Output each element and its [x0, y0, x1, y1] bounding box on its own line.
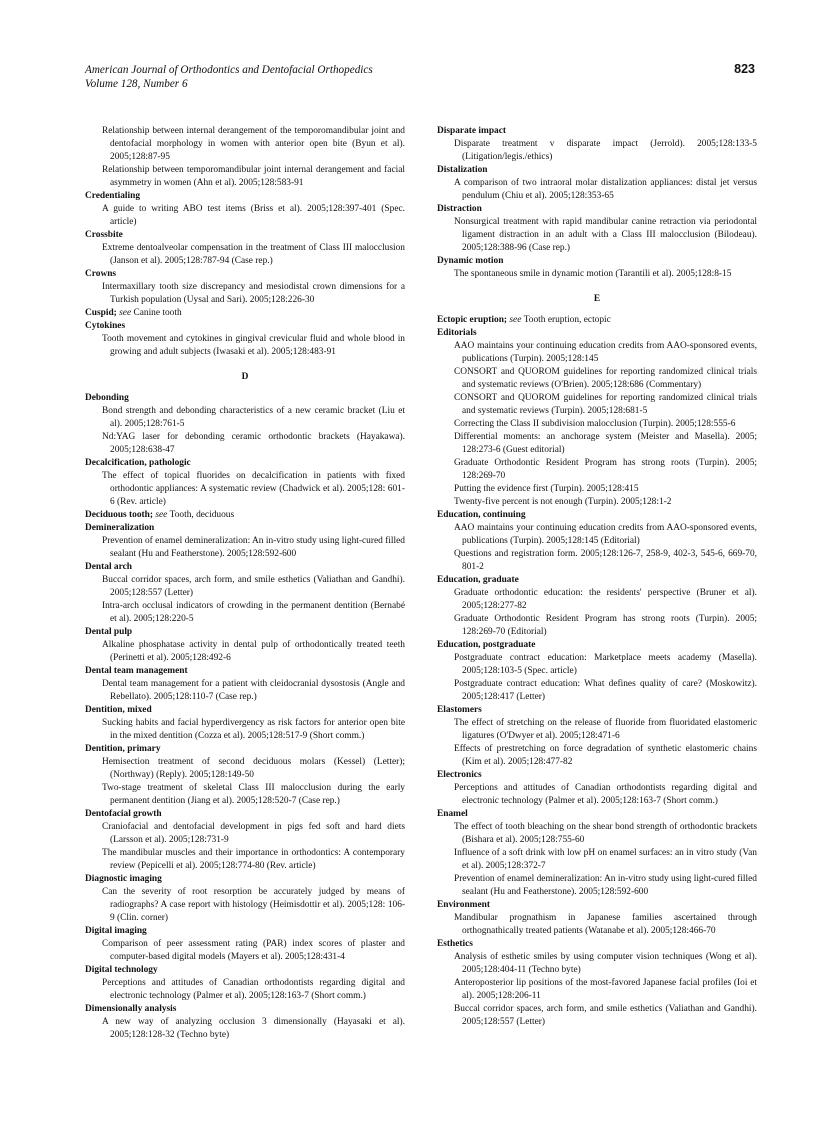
index-entry: Intra-arch occlusal indicators of crowding in the permanent dentition (Bernabé et al). 2005;128:220-5 — [102, 601, 405, 624]
heading-term: Editorials — [437, 328, 477, 338]
index-entry: A guide to writing ABO test items (Briss et al). 2005;128:397-401 (Spec. article) — [102, 204, 405, 227]
index-entry: Perceptions and attitudes of Canadian orthodontists regarding digital and electronic technology (Palmer et al). 2005;128:163-7 (Short comm.) — [102, 978, 405, 1001]
index-entry: Two-stage treatment of skeletal Class III malocclusion during the early permanent dentition (Jiang et al). 2005;128:520-7 (Case rep.) — [102, 783, 405, 806]
see-target: Tooth, deciduous — [169, 510, 235, 520]
index-entry: The mandibular muscles and their importance in orthodontics: A contemporary review (Pepicelli et al). 2005;128:774-80 (Rev. article) — [102, 848, 405, 871]
index-entry: Analysis of esthetic smiles by using computer vision techniques (Wong et al). 2005;128:404-11 (Techno byte) — [454, 952, 757, 975]
index-heading — [85, 392, 405, 405]
heading-term: Dynamic motion — [437, 256, 504, 266]
index-entry: Craniofacial and dentofacial development in pigs fed soft and hard diets (Larsson et al). 2005;128:731-9 — [102, 822, 405, 845]
index-heading — [437, 769, 757, 782]
heading-term: Distraction — [437, 204, 482, 214]
index-entry: Mandibular prognathism in Japanese families ascertained through orthognathically treated patients (Watanabe et al). 2005;128:466-70 — [454, 913, 757, 936]
index-entry: The effect of stretching on the release of fluoride from fluoridated elastomeric ligatures (O'Dwyer et al). 2005;128:471-6 — [454, 718, 757, 741]
heading-term: Deciduous tooth; — [85, 510, 153, 520]
index-entry: Nd:YAG laser for debonding ceramic orthodontic brackets (Hayakawa). 2005;128:638-47 — [102, 432, 405, 455]
index-entry: Comparison of peer assessment rating (PAR) index scores of plaster and computer-based digital models (Mayers et al). 2005;128:431-4 — [102, 939, 405, 962]
heading-term: Elastomers — [437, 705, 482, 715]
index-entry: Influence of a soft drink with low pH on enamel surfaces: an in vitro study (Van et al). 2005;128:372-7 — [454, 848, 757, 871]
index-heading — [437, 574, 757, 587]
heading-term: Demineralization — [85, 523, 155, 533]
index-entry: Sucking habits and facial hyperdivergency as risk factors for anterior open bite in the mixed dentition (Cozza et al). 2005;128:517-9 (Short comm.) — [102, 718, 405, 741]
index-entry: Buccal corridor spaces, arch form, and smile esthetics (Valiathan and Gandhi). 2005;128:557 (Letter) — [102, 575, 405, 598]
section-letter: E — [593, 294, 601, 304]
index-entry: Can the severity of root resorption be accurately judged by means of radiographs? A case report with histology (Heimisdottir et al). 2005;128: 106-9 (Clin. corner) — [102, 887, 405, 923]
index-entry: Putting the evidence first (Turpin). 2005;128:415 — [454, 484, 639, 494]
heading-term: Cytokines — [85, 321, 126, 331]
index-heading — [85, 268, 405, 281]
heading-term: Debonding — [85, 393, 129, 403]
index-entry: CONSORT and QUOROM guidelines for reporting randomized clinical trials and systematic reviews (Turpin). 2005;128:681-5 — [454, 393, 757, 416]
heading-term: Dental pulp — [85, 627, 133, 637]
index-entry: Relationship between temporomandibular joint internal derangement and facial asymmetry in women (Ahn et al). 2005;128:583-91 — [102, 165, 405, 188]
heading-term: Environment — [437, 900, 490, 910]
heading-term: Crossbite — [85, 230, 123, 240]
index-heading — [85, 457, 405, 470]
index-heading — [85, 808, 405, 821]
see-label: see — [155, 510, 168, 520]
heading-term: Disparate impact — [437, 126, 506, 136]
index-heading — [85, 190, 405, 203]
index-entry: Intermaxillary tooth size discrepancy and mesiodistal crown dimensions for a Turkish population (Uysal and Sari). 2005;128:226-30 — [102, 282, 405, 305]
index-heading — [85, 626, 405, 639]
index-entry: Nonsurgical treatment with rapid mandibular canine retraction via periodontal ligament distraction in an adult with a Class III malocclusion (Bilodeau). 2005;128:388-96 (Case rep.) — [454, 217, 757, 253]
page-number: 823 — [734, 62, 755, 76]
index-heading — [437, 314, 757, 327]
index-entry: Prevention of enamel demineralization: An in-vitro study using light-cured filled sealant (Hu and Featherstone). 2005;128:592-600 — [454, 874, 757, 897]
index-entry: AAO maintains your continuing education credits from AAO-sponsored events, publications (Turpin). 2005;128:145 (Editorial) — [454, 523, 757, 546]
heading-term: Education, postgraduate — [437, 640, 536, 650]
heading-term: Digital technology — [85, 965, 158, 975]
index-entry: Alkaline phosphatase activity in dental pulp of orthodontically treated teeth (Perinetti et al). 2005;128:492-6 — [102, 640, 405, 663]
heading-term: Enamel — [437, 809, 468, 819]
index-entry: Dental team management for a patient with cleidocranial dysostosis (Angle and Rebellato). 2005;128:110-7 (Case rep.) — [102, 679, 405, 702]
index-entry: Postgraduate contract education: Marketplace meets academy (Masella). 2005;128:103-5 (Spec. article) — [454, 653, 757, 676]
index-entry: Bond strength and debonding characteristics of a new ceramic bracket (Liu et al). 2005;128:761-5 — [102, 406, 405, 429]
heading-term: Esthetics — [437, 939, 473, 949]
index-column-right — [437, 125, 757, 1029]
index-entry: A new way of analyzing occlusion 3 dimensionally (Hayasaki et al). 2005;128:128-32 (Techno byte) — [102, 1017, 405, 1040]
index-entry: Graduate orthodontic education: the residents' perspective (Bruner et al). 2005;128:277-82 — [454, 588, 757, 611]
heading-term: Education, graduate — [437, 575, 519, 585]
heading-term: Dentition, primary — [85, 744, 161, 754]
index-entry: Relationship between internal derangement of the temporomandibular joint and dentofacial morphology in women with anterior open bite (Byun et al). 2005;128:87-95 — [102, 126, 405, 162]
heading-term: Dimensionally analysis — [85, 1004, 177, 1014]
index-entry: A comparison of two intraoral molar distalization appliances: distal jet versus pendulum (Chiu et al). 2005;128:353-65 — [454, 178, 757, 201]
index-heading — [437, 164, 757, 177]
see-label: see — [119, 308, 132, 318]
index-entry: CONSORT and QUOROM guidelines for reporting randomized clinical trials and systematic reviews (O'Brien). 2005;128:686 (Commentary) — [454, 367, 757, 390]
index-entry: Twenty-five percent is not enough (Turpin). 2005;128:1-2 — [454, 497, 672, 507]
heading-term: Crowns — [85, 269, 117, 279]
index-heading — [437, 509, 757, 522]
index-heading — [85, 509, 405, 522]
index-entry: Tooth movement and cytokines in gingival crevicular fluid and whole blood in growing and adult subjects (Iwasaki et al). 2005;128:483-91 — [102, 334, 405, 357]
index-entry: Differential moments: an anchorage system (Meister and Masella). 2005; 128:273-6 (Guest editorial) — [454, 432, 757, 455]
index-column-left — [85, 125, 405, 1042]
heading-term: Distalization — [437, 165, 488, 175]
index-entry: Anteroposterior lip positions of the most-favored Japanese facial profiles (Ioi et al). 2005;128:206-11 — [454, 978, 757, 1001]
see-label: see — [509, 315, 522, 325]
index-heading — [437, 899, 757, 912]
index-entry: Buccal corridor spaces, arch form, and smile esthetics (Valiathan and Gandhi). 2005;128:557 (Letter) — [454, 1004, 757, 1027]
index-heading — [437, 125, 757, 138]
index-heading — [437, 704, 757, 717]
heading-term: Diagnostic imaging — [85, 874, 162, 884]
index-heading — [85, 704, 405, 717]
index-heading — [85, 522, 405, 535]
section-letter: D — [241, 372, 249, 382]
index-heading — [85, 561, 405, 574]
index-entry: Perceptions and attitudes of Canadian orthodontists regarding digital and electronic technology (Palmer et al). 2005;128:163-7 (Short comm.) — [454, 783, 757, 806]
index-entry: Hemisection treatment of second deciduous molars (Kessel) (Letter); (Northway) (Reply). 2005;128:149-50 — [102, 757, 405, 780]
index-entry: The effect of topical fluorides on decalcification in patients with fixed orthodontic appliances: A systematic review (Chadwick et al). 2005;128: 601-6 (Rev. article) — [102, 471, 405, 507]
index-entry: Correcting the Class II subdivision malocclusion (Turpin). 2005;128:555-6 — [454, 419, 736, 429]
index-heading — [437, 639, 757, 652]
heading-term: Digital imaging — [85, 926, 147, 936]
index-heading — [437, 938, 757, 951]
volume-number: Volume 128, Number 6 — [85, 78, 188, 90]
index-entry: Disparate treatment v disparate impact (Jerrold). 2005;128:133-5 (Litigation/legis./ethics) — [454, 139, 757, 162]
index-heading — [85, 743, 405, 756]
heading-term: Credentialing — [85, 191, 141, 201]
heading-term: Education, continuing — [437, 510, 526, 520]
heading-term: Dental team management — [85, 666, 188, 676]
index-heading — [85, 320, 405, 333]
index-heading — [85, 229, 405, 242]
see-target: Tooth eruption, ectopic — [523, 315, 611, 325]
heading-term: Cuspid; — [85, 308, 117, 318]
index-heading — [85, 1003, 405, 1016]
heading-term: Ectopic eruption; — [437, 315, 508, 325]
heading-term: Dental arch — [85, 562, 132, 572]
heading-term: Electronics — [437, 770, 482, 780]
heading-term: Decalcification, pathologic — [85, 458, 191, 468]
index-entry: Extreme dentoalveolar compensation in the treatment of Class III malocclusion (Janson et al). 2005;128:787-94 (Case rep.) — [102, 243, 405, 266]
index-heading — [85, 307, 405, 320]
heading-term: Dentition, mixed — [85, 705, 152, 715]
journal-title: American Journal of Orthodontics and Dentofacial Orthopedics — [85, 64, 373, 76]
index-heading — [437, 327, 757, 340]
index-heading — [85, 964, 405, 977]
index-entry: Questions and registration form. 2005;128:126-7, 258-9, 402-3, 545-6, 669-70, 801-2 — [454, 549, 757, 572]
index-heading — [437, 203, 757, 216]
index-entry: The spontaneous smile in dynamic motion (Tarantili et al). 2005;128:8-15 — [454, 269, 732, 279]
index-entry: The effect of tooth bleaching on the shear bond strength of orthodontic brackets (Bishara et al). 2005;128:755-60 — [454, 822, 757, 845]
index-heading — [437, 255, 757, 268]
running-header — [85, 63, 373, 91]
index-entry: Postgraduate contract education: What defines quality of care? (Moskowitz). 2005;128:417 (Letter) — [454, 679, 757, 702]
index-entry: Graduate Orthodontic Resident Program has strong roots (Turpin). 2005; 128:269-70 — [454, 458, 757, 481]
heading-term: Dentofacial growth — [85, 809, 162, 819]
index-entry: AAO maintains your continuing education credits from AAO-sponsored events, publications (Turpin). 2005;128:145 — [454, 341, 757, 364]
index-heading — [85, 925, 405, 938]
index-entry: Prevention of enamel demineralization: An in-vitro study using light-cured filled sealant (Hu and Featherstone). 2005;128:592-600 — [102, 536, 405, 559]
index-heading — [437, 808, 757, 821]
index-heading — [85, 665, 405, 678]
index-heading — [85, 873, 405, 886]
index-entry: Effects of prestretching on force degradation of synthetic elastomeric chains (Kim et al). 2005;128:477-82 — [454, 744, 757, 767]
see-target: Canine tooth — [133, 308, 182, 318]
index-entry: Graduate Orthodontic Resident Program has strong roots (Turpin). 2005; 128:269-70 (Editorial) — [454, 614, 757, 637]
